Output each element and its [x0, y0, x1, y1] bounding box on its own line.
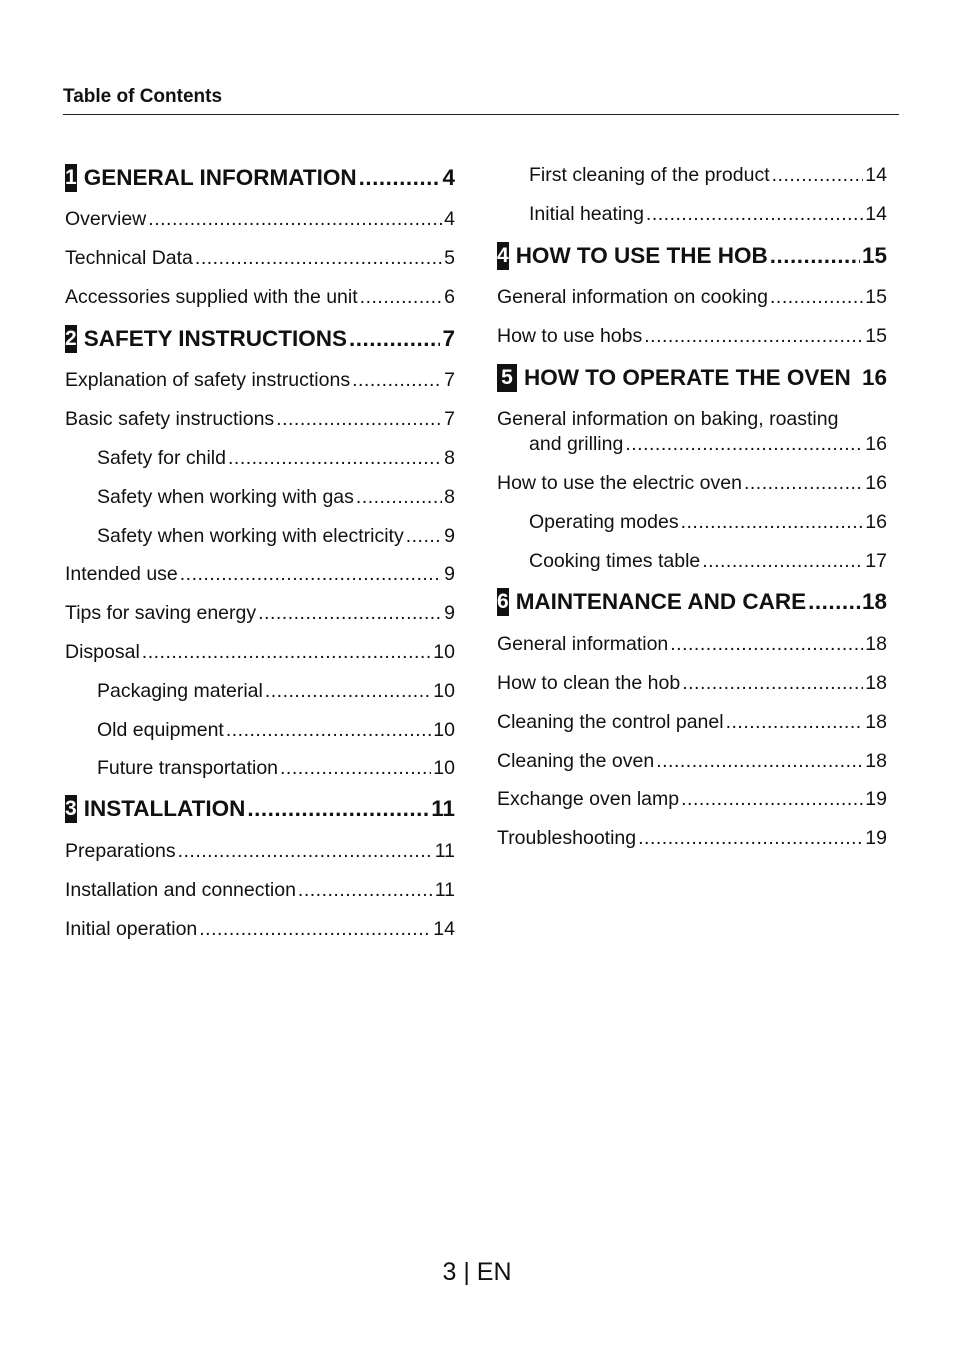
section-number: 4 — [497, 242, 509, 270]
entry-page: 14 — [433, 918, 455, 940]
section-page: 4 — [442, 165, 455, 190]
entry-page: 19 — [865, 827, 887, 849]
entry-page: 18 — [865, 633, 887, 655]
toc-entry-technical-data[interactable] — [65, 246, 455, 271]
entry-page: 19 — [865, 788, 887, 810]
entry-label: Accessories supplied with the unit — [65, 286, 358, 308]
entry-label: Future transportation — [97, 757, 279, 779]
toc-entry-intended-use[interactable] — [65, 562, 455, 587]
dot-leader — [148, 207, 442, 232]
section-number: 2 — [65, 325, 77, 353]
entry-label-line2: and grilling — [529, 433, 624, 455]
dot-leader — [226, 718, 431, 743]
entry-label: Troubleshooting — [497, 827, 637, 849]
entry-page: 11 — [434, 840, 455, 862]
entry-label: Preparations — [65, 840, 176, 862]
entry-page: 18 — [865, 750, 887, 772]
toc-entry-general-baking[interactable] — [497, 407, 887, 457]
dot-leader — [142, 640, 432, 665]
dot-leader — [359, 163, 441, 193]
toc-entry-clean-hob[interactable] — [497, 671, 887, 696]
toc-entry-general-cooking[interactable] — [497, 285, 887, 310]
dot-leader — [682, 671, 863, 696]
dot-leader — [638, 826, 863, 851]
section-page: 7 — [442, 326, 455, 351]
entry-page: 7 — [444, 369, 455, 391]
dot-leader — [681, 510, 864, 535]
entry-page: 14 — [865, 203, 887, 225]
dot-leader — [228, 446, 442, 471]
section-number: 6 — [497, 588, 509, 616]
dot-leader — [406, 524, 442, 549]
toc-entry-operating-modes[interactable] — [497, 510, 887, 535]
entry-label: Exchange oven lamp — [497, 788, 680, 810]
entry-label: Basic safety instructions — [65, 408, 275, 430]
toc-entry-control-panel[interactable] — [497, 710, 887, 735]
dot-leader — [280, 756, 431, 781]
dot-leader — [681, 787, 863, 812]
entry-label: General information on cooking — [497, 286, 768, 308]
entry-label: Technical Data — [65, 247, 193, 269]
entry-page: 18 — [865, 672, 887, 694]
toc-entry-safety-gas[interactable] — [65, 485, 455, 510]
entry-label: Cleaning the oven — [497, 750, 655, 772]
page-number-footer: 3 | EN — [442, 1258, 512, 1286]
toc-entry-how-to-use-hobs[interactable] — [497, 324, 887, 349]
page-title: Table of Contents — [63, 86, 899, 115]
dot-leader — [298, 878, 433, 903]
section-title: HOW TO OPERATE THE OVEN — [524, 365, 851, 390]
toc-entry-safety-electricity[interactable] — [65, 524, 455, 549]
entry-page: 7 — [444, 408, 455, 430]
toc-entry-overview[interactable] — [65, 207, 455, 232]
dot-leader — [656, 749, 863, 774]
dot-leader — [356, 485, 442, 510]
entry-label: General information — [497, 633, 669, 655]
entry-page: 8 — [444, 486, 455, 508]
toc-entry-electric-oven[interactable] — [497, 471, 887, 496]
toc-entry-initial-heating[interactable] — [497, 202, 887, 227]
entry-page: 15 — [865, 286, 887, 308]
dot-leader — [276, 407, 442, 432]
toc-entry-general-information[interactable] — [497, 632, 887, 657]
entry-label: Initial heating — [529, 203, 644, 225]
entry-page: 9 — [444, 602, 455, 624]
entry-label: Installation and connection — [65, 879, 296, 901]
dot-leader — [744, 471, 863, 496]
entry-label: Packaging material — [97, 680, 263, 702]
dot-leader — [726, 710, 864, 735]
entry-page: 8 — [444, 447, 455, 469]
entry-page: 10 — [433, 680, 455, 702]
entry-page: 14 — [865, 164, 887, 186]
section-number: 5 — [497, 364, 517, 392]
dot-leader — [258, 601, 442, 626]
entry-label: Overview — [65, 208, 147, 230]
toc-entry-clean-oven[interactable] — [497, 749, 887, 774]
dot-leader — [349, 324, 440, 354]
entry-page: 9 — [444, 525, 455, 547]
entry-page: 17 — [865, 550, 887, 572]
dot-leader — [702, 549, 863, 574]
entry-label: Safety when working with gas — [97, 486, 354, 508]
section-number: 3 — [65, 795, 77, 823]
toc-section-safety-instructions[interactable] — [65, 324, 455, 354]
entry-line2 — [497, 432, 887, 457]
toc-entry-packaging[interactable] — [65, 679, 455, 704]
dot-leader — [625, 432, 863, 457]
toc-entry-installation-connection[interactable] — [65, 878, 455, 903]
entry-label: First cleaning of the product — [529, 164, 770, 186]
entry-page: 10 — [433, 757, 455, 779]
entry-page: 15 — [865, 325, 887, 347]
toc-section-installation[interactable] — [65, 794, 455, 824]
toc-entry-basic-safety[interactable] — [65, 407, 455, 432]
toc-entry-explanation-safety[interactable] — [65, 368, 455, 393]
dot-leader — [670, 632, 863, 657]
dot-leader — [195, 246, 442, 271]
section-title: GENERAL INFORMATION — [83, 165, 357, 190]
section-page: 18 — [861, 589, 887, 614]
entry-label: How to clean the hob — [497, 672, 681, 694]
dot-leader — [770, 285, 863, 310]
section-number: 1 — [65, 164, 77, 192]
toc-entry-saving-energy[interactable] — [65, 601, 455, 626]
toc-entry-old-equipment[interactable] — [65, 718, 455, 743]
entry-page: 10 — [433, 641, 455, 663]
section-page: 11 — [431, 796, 455, 821]
toc-entry-cooking-times[interactable] — [497, 549, 887, 574]
section-page: 16 — [861, 365, 887, 390]
entry-label: Disposal — [65, 641, 140, 663]
section-page: 15 — [861, 243, 887, 268]
entry-label: Old equipment — [97, 719, 224, 741]
entry-label: Operating modes — [529, 511, 679, 533]
toc-entry-troubleshooting[interactable] — [497, 826, 887, 851]
dot-leader — [178, 839, 433, 864]
dot-leader — [772, 163, 864, 188]
section-title: INSTALLATION — [83, 796, 246, 821]
entry-label: Safety for child — [97, 447, 226, 469]
entry-label: Cooking times table — [529, 550, 701, 572]
toc-entry-accessories[interactable] — [65, 285, 455, 310]
toc-section-operate-oven[interactable] — [497, 363, 887, 393]
entry-label: Intended use — [65, 563, 178, 585]
toc-entry-safety-child[interactable] — [65, 446, 455, 471]
toc-entry-preparations[interactable] — [65, 839, 455, 864]
entry-label: Safety when working with electricity — [97, 525, 404, 547]
dot-leader — [644, 324, 863, 349]
toc-entry-first-cleaning[interactable] — [497, 163, 887, 188]
toc-entry-disposal[interactable] — [65, 640, 455, 665]
entry-page: 16 — [865, 433, 887, 455]
toc-section-general-information[interactable] — [65, 163, 455, 193]
entry-label: How to use hobs — [497, 325, 643, 347]
entry-page: 9 — [444, 563, 455, 585]
dot-leader — [360, 285, 442, 310]
dot-leader — [199, 917, 431, 942]
dot-leader — [180, 562, 442, 587]
entry-page: 4 — [444, 208, 455, 230]
dot-leader — [352, 368, 442, 393]
dot-leader — [770, 241, 860, 271]
section-title: MAINTENANCE AND CARE — [515, 589, 807, 614]
toc-entry-future-transport[interactable] — [65, 756, 455, 781]
toc-section-how-to-use-hob[interactable] — [497, 241, 887, 271]
toc-entry-initial-operation[interactable] — [65, 917, 455, 942]
entry-page: 5 — [444, 247, 455, 269]
entry-label: Initial operation — [65, 918, 198, 940]
section-title: HOW TO USE THE HOB — [515, 243, 768, 268]
entry-label: Cleaning the control panel — [497, 711, 724, 733]
toc-section-maintenance-care[interactable] — [497, 587, 887, 617]
entry-page: 6 — [444, 286, 455, 308]
toc-entry-oven-lamp[interactable] — [497, 787, 887, 812]
dot-leader — [646, 202, 863, 227]
entry-label-line1: General information on baking, roasting — [497, 408, 839, 430]
entry-page: 11 — [434, 879, 455, 901]
dot-leader — [265, 679, 431, 704]
entry-page: 18 — [865, 711, 887, 733]
dot-leader — [808, 587, 860, 617]
entry-label: How to use the electric oven — [497, 472, 742, 494]
entry-label: Explanation of safety instructions — [65, 369, 351, 391]
entry-page: 16 — [865, 511, 887, 533]
entry-page: 10 — [433, 719, 455, 741]
entry-page: 16 — [865, 472, 887, 494]
section-title: SAFETY INSTRUCTIONS — [83, 326, 348, 351]
entry-label: Tips for saving energy — [65, 602, 257, 624]
dot-leader — [247, 794, 429, 824]
